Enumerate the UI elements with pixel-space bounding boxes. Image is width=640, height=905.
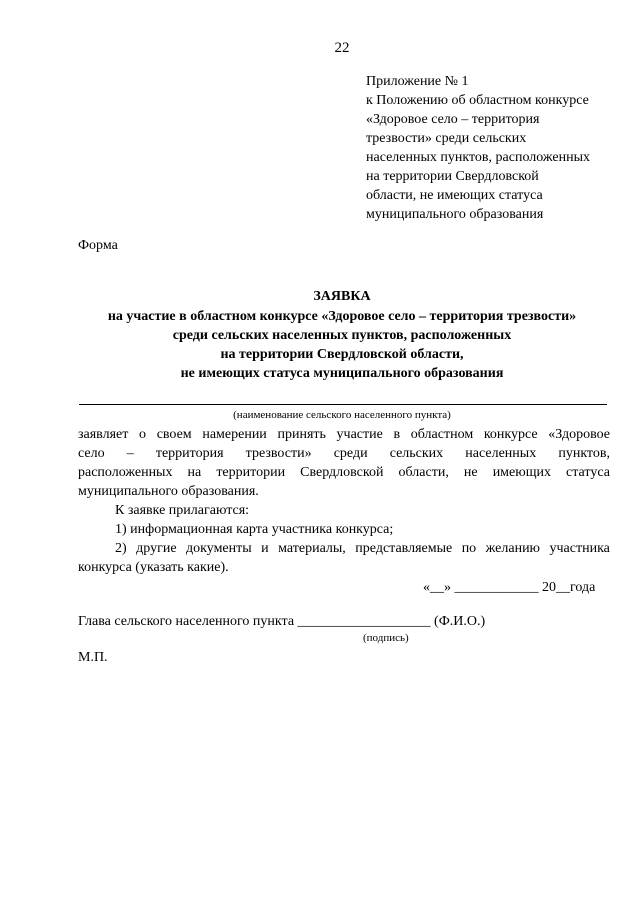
attachment-item-2-continued: конкурса (указать какие). xyxy=(78,560,229,575)
body-word: сельских xyxy=(389,446,444,461)
body-word: на xyxy=(187,465,202,480)
date-field: «__» ____________ 20__года xyxy=(423,580,596,595)
head-signature-line: Глава сельского населенного пункта ___________________ (Ф.И.О.) xyxy=(78,614,486,629)
body-word: территория xyxy=(155,446,224,461)
document-subtitle xyxy=(0,307,640,383)
body-word: по xyxy=(461,541,477,556)
subtitle-line: на участие в областном конкурсе «Здоровое село – территория трезвости» xyxy=(107,309,577,324)
body-word: о xyxy=(139,427,147,442)
subtitle-line: на территории Свердловской области, xyxy=(220,347,464,362)
body-word: имеющих xyxy=(492,465,551,480)
body-word: принять xyxy=(277,427,326,442)
stamp-placeholder: М.П. xyxy=(78,650,108,665)
body-word: не xyxy=(463,465,478,480)
body-line: муниципального образования. xyxy=(78,484,259,499)
body-word: пунктов, xyxy=(558,446,610,461)
appendix-line: муниципального образования xyxy=(366,207,544,222)
body-line xyxy=(78,463,610,482)
body-word: трезвости» xyxy=(245,446,312,461)
subtitle-line: среди сельских населенных пунктов, расположенных xyxy=(172,328,512,343)
body-word: среди xyxy=(333,446,368,461)
body-word: в xyxy=(393,427,401,442)
page-number: 22 xyxy=(334,40,350,56)
appendix-line: на территории Свердловской xyxy=(366,169,539,184)
body-word: областном xyxy=(410,427,474,442)
attachment-item-1: 1) информационная карта участника конкурса; xyxy=(115,522,394,537)
body-line xyxy=(78,444,610,463)
appendix-line: Приложение № 1 xyxy=(366,74,469,89)
application-body xyxy=(78,425,610,577)
body-word: «Здоровое xyxy=(548,427,610,442)
signature-caption: (подпись) xyxy=(363,632,409,644)
form-label: Форма xyxy=(78,238,118,253)
body-word: населенных xyxy=(465,446,537,461)
body-word: 2) xyxy=(115,541,127,556)
body-word: желанию xyxy=(485,541,541,556)
body-word: представляемые xyxy=(355,541,453,556)
body-word: расположенных xyxy=(78,465,173,480)
appendix-note xyxy=(366,72,616,224)
attachments-intro: К заявке прилагаются: xyxy=(115,503,250,518)
body-word: своем xyxy=(156,427,192,442)
body-line xyxy=(78,425,610,444)
appendix-line: к Положению об областном конкурсе xyxy=(366,93,589,108)
body-word: материалы, xyxy=(278,541,346,556)
body-word: село xyxy=(78,446,105,461)
subtitle-line: не имеющих статуса муниципального образования xyxy=(180,366,504,381)
body-word: участника xyxy=(549,541,610,556)
body-word: территории xyxy=(216,465,286,480)
appendix-line: области, не имеющих статуса xyxy=(366,188,543,203)
attachment-item-2 xyxy=(78,539,610,558)
settlement-name-caption: (наименование сельского населенного пункта) xyxy=(233,409,451,421)
body-word: намерении xyxy=(202,427,267,442)
body-word: области, xyxy=(398,465,449,480)
body-word: заявляет xyxy=(78,427,129,442)
body-word: статуса xyxy=(566,465,610,480)
body-word: и xyxy=(261,541,269,556)
settlement-name-line xyxy=(79,404,607,405)
document-title: ЗАЯВКА xyxy=(313,289,371,304)
appendix-line: трезвости» среди сельских xyxy=(366,131,527,146)
body-word: другие xyxy=(136,541,177,556)
body-word: конкурсе xyxy=(483,427,538,442)
body-word: документы xyxy=(186,541,252,556)
body-word: участие xyxy=(336,427,383,442)
body-word: – xyxy=(126,446,134,461)
appendix-line: населенных пунктов, расположенных xyxy=(366,150,591,165)
appendix-line: «Здоровое село – территория xyxy=(366,112,540,127)
body-word: Свердловской xyxy=(300,465,384,480)
